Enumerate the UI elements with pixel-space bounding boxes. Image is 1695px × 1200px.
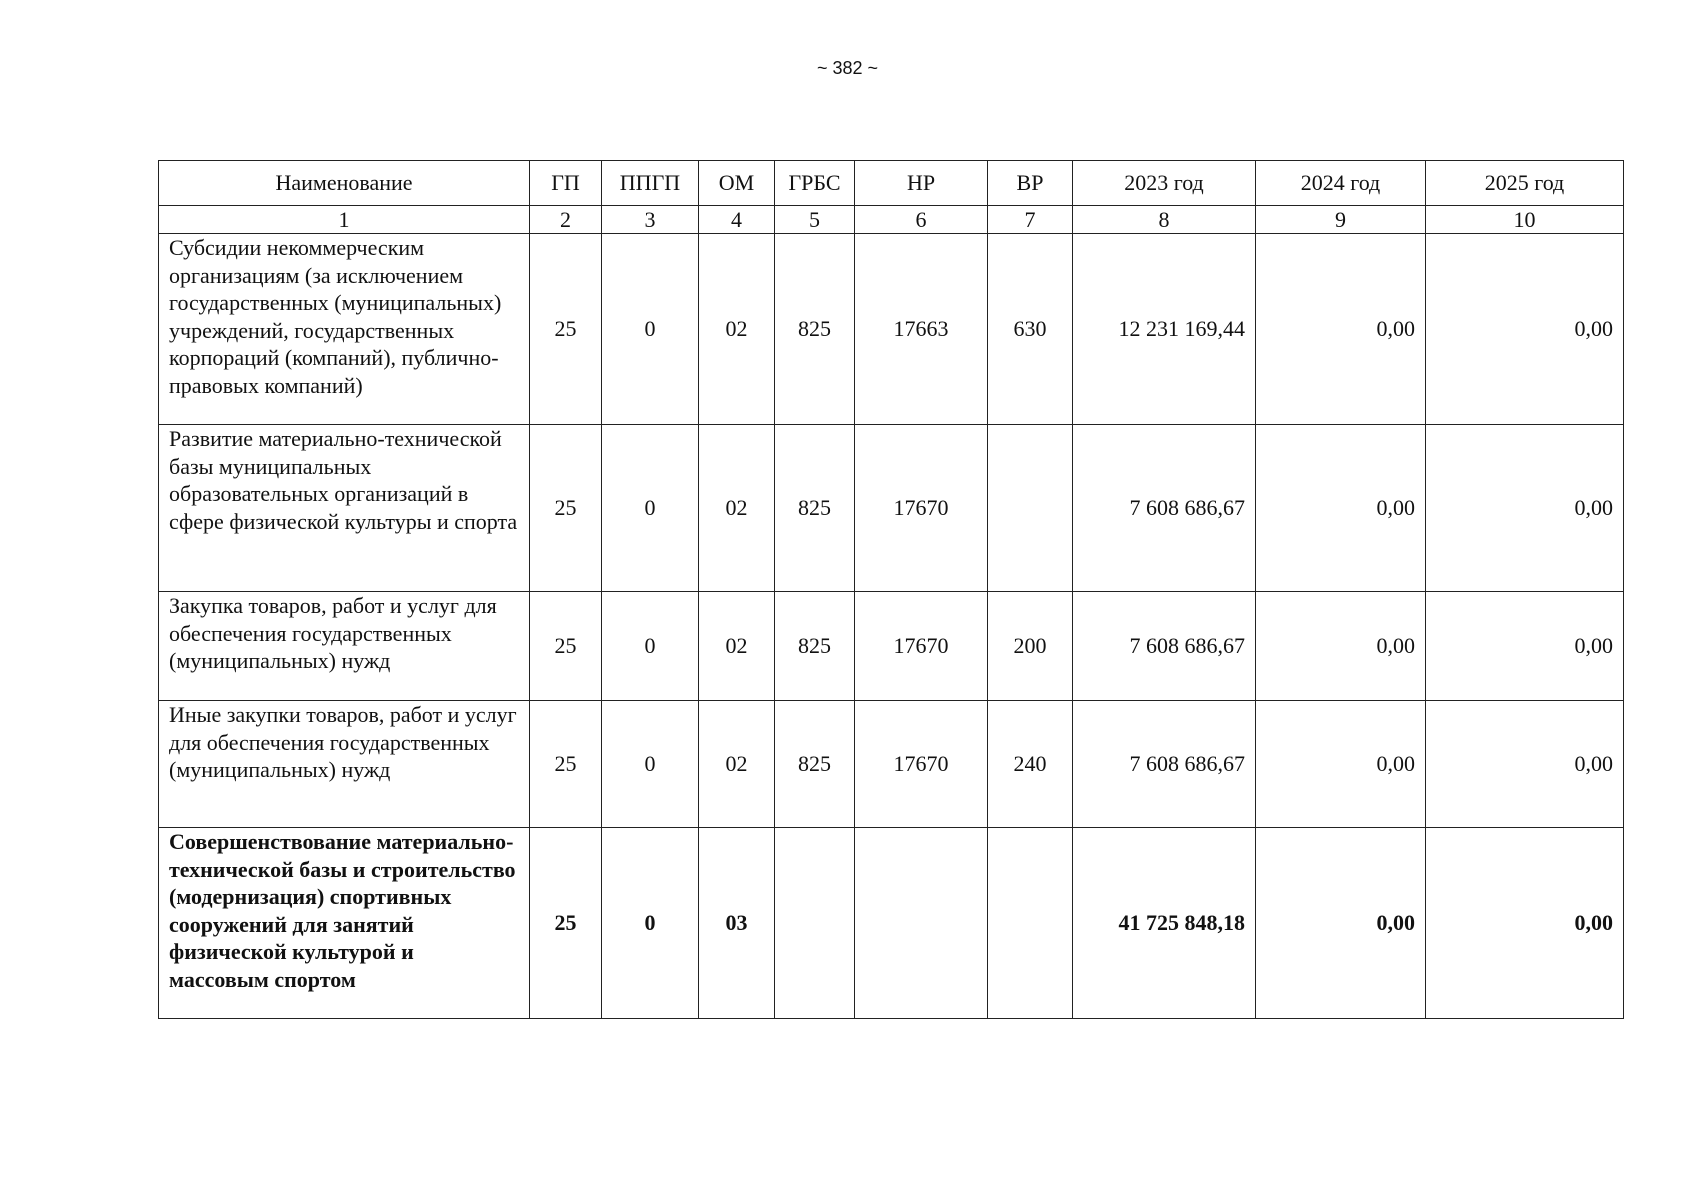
row-2025: 0,00 <box>1426 234 1624 425</box>
column-number-row <box>159 206 1624 234</box>
header-gp: ГП <box>530 161 602 206</box>
column-number: 7 <box>988 206 1073 234</box>
row-nr <box>855 828 988 1019</box>
row-name: Иные закупки товаров, работ и услуг для обеспечения государственных (муниципальных) нужд <box>159 701 530 828</box>
row-gp: 25 <box>530 592 602 701</box>
row-2024: 0,00 <box>1256 592 1426 701</box>
row-2024: 0,00 <box>1256 425 1426 592</box>
row-ppgp: 0 <box>602 828 699 1019</box>
row-vr: 240 <box>988 701 1073 828</box>
row-2023: 7 608 686,67 <box>1073 425 1256 592</box>
row-grbs: 825 <box>775 592 855 701</box>
header-om: ОМ <box>699 161 775 206</box>
header-grbs: ГРБС <box>775 161 855 206</box>
row-name: Закупка товаров, работ и услуг для обеспечения государственных (муниципальных) нужд <box>159 592 530 701</box>
row-gp: 25 <box>530 828 602 1019</box>
table-row-section-total <box>159 828 1624 1019</box>
row-name: Субсидии некоммерческим организациям (за исключением государственных (муниципальных) учреждений, государственных корпораций (компаний), публично-правовых компаний) <box>159 234 530 425</box>
column-number: 1 <box>159 206 530 234</box>
row-om: 02 <box>699 592 775 701</box>
table-row <box>159 425 1624 592</box>
row-gp: 25 <box>530 234 602 425</box>
row-vr: 630 <box>988 234 1073 425</box>
row-2025: 0,00 <box>1426 701 1624 828</box>
row-name: Развитие материально-технической базы муниципальных образовательных организаций в сфере физической культуры и спорта <box>159 425 530 592</box>
row-ppgp: 0 <box>602 234 699 425</box>
row-grbs: 825 <box>775 701 855 828</box>
budget-table <box>158 160 1624 1019</box>
row-2025: 0,00 <box>1426 828 1624 1019</box>
row-om: 02 <box>699 234 775 425</box>
row-om: 03 <box>699 828 775 1019</box>
row-nr: 17670 <box>855 701 988 828</box>
table-row <box>159 701 1624 828</box>
row-2023: 12 231 169,44 <box>1073 234 1256 425</box>
row-ppgp: 0 <box>602 592 699 701</box>
row-grbs: 825 <box>775 234 855 425</box>
column-number: 3 <box>602 206 699 234</box>
row-ppgp: 0 <box>602 701 699 828</box>
column-number: 9 <box>1256 206 1426 234</box>
row-vr: 200 <box>988 592 1073 701</box>
header-2024: 2024 год <box>1256 161 1426 206</box>
row-grbs <box>775 828 855 1019</box>
row-2023: 7 608 686,67 <box>1073 592 1256 701</box>
row-name: Совершенствование материально-технической базы и строительство (модернизация) спортивных сооружений для занятий физической культурой и массовым спортом <box>159 828 530 1019</box>
row-2024: 0,00 <box>1256 234 1426 425</box>
row-om: 02 <box>699 425 775 592</box>
column-number: 6 <box>855 206 988 234</box>
row-om: 02 <box>699 701 775 828</box>
row-2025: 0,00 <box>1426 425 1624 592</box>
row-2024: 0,00 <box>1256 828 1426 1019</box>
row-2024: 0,00 <box>1256 701 1426 828</box>
column-number: 10 <box>1426 206 1624 234</box>
row-2023: 41 725 848,18 <box>1073 828 1256 1019</box>
header-nr: НР <box>855 161 988 206</box>
header-2025: 2025 год <box>1426 161 1624 206</box>
header-vr: ВР <box>988 161 1073 206</box>
row-nr: 17663 <box>855 234 988 425</box>
table-row <box>159 592 1624 701</box>
row-gp: 25 <box>530 701 602 828</box>
row-gp: 25 <box>530 425 602 592</box>
row-ppgp: 0 <box>602 425 699 592</box>
row-nr: 17670 <box>855 592 988 701</box>
page-number: ~ 382 ~ <box>816 58 879 78</box>
column-number: 4 <box>699 206 775 234</box>
table-row <box>159 234 1624 425</box>
row-vr <box>988 425 1073 592</box>
column-number: 5 <box>775 206 855 234</box>
column-number: 8 <box>1073 206 1256 234</box>
column-number: 2 <box>530 206 602 234</box>
header-name: Наименование <box>159 161 530 206</box>
row-vr <box>988 828 1073 1019</box>
table-header-row <box>159 161 1624 206</box>
row-2025: 0,00 <box>1426 592 1624 701</box>
header-2023: 2023 год <box>1073 161 1256 206</box>
row-nr: 17670 <box>855 425 988 592</box>
row-2023: 7 608 686,67 <box>1073 701 1256 828</box>
header-ppgp: ППГП <box>602 161 699 206</box>
row-grbs: 825 <box>775 425 855 592</box>
